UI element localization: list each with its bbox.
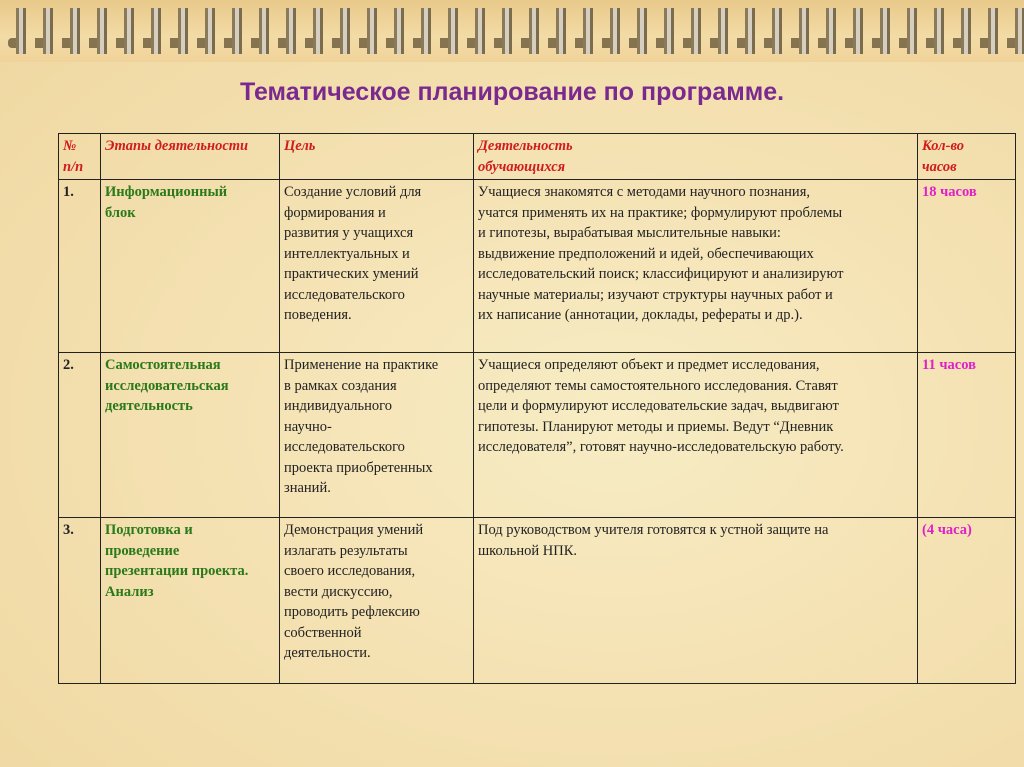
- row-activity: Учащиеся знакомятся с методами научного познания, учатся применять их на практике; формулируют проблемы и гипотезы, вырабатывая мыслительные навыки: выдвижение предположений и идей, обеспечивающих исследовательский поиск; классифицируют и анализируют научные материалы; изучают структуры научных работ и их написание (аннотации, доклады, рефераты и др.).: [474, 180, 918, 353]
- page-title: Тематическое планирование по программе.: [239, 78, 785, 106]
- header-number: № п/п: [59, 134, 101, 180]
- row-number: 2.: [59, 353, 101, 518]
- row-goal: Применение на практике в рамках создания индивидуального научно- исследовательского проекта приобретенных знаний.: [280, 353, 474, 518]
- row-hours: 11 часов: [918, 353, 1016, 518]
- header-stages: Этапы деятельности: [101, 134, 280, 180]
- row-number: 3.: [59, 518, 101, 684]
- table-header-row: [59, 134, 1016, 180]
- header-activity: Деятельность обучающихся: [474, 134, 918, 180]
- row-goal: Создание условий для формирования и развития у учащихся интеллектуальных и практических умений исследовательского поведения.: [280, 180, 474, 353]
- table-row: [59, 353, 1016, 518]
- table-row: [59, 180, 1016, 353]
- row-hours: 18 часов: [918, 180, 1016, 353]
- row-hours: (4 часа): [918, 518, 1016, 684]
- header-goal: Цель: [280, 134, 474, 180]
- row-stage: Самостоятельная исследовательская деятельность: [101, 353, 280, 518]
- row-goal: Демонстрация умений излагать результаты своего исследования, вести дискуссию, проводить рефлексию собственной деятельности.: [280, 518, 474, 684]
- row-activity: Под руководством учителя готовятся к устной защите на школьной НПК.: [474, 518, 918, 684]
- row-stage: Подготовка и проведение презентации проекта. Анализ: [101, 518, 280, 684]
- row-activity: Учащиеся определяют объект и предмет исследования, определяют темы самостоятельного исследования. Ставят цели и формулируют исследовательские задач, выдвигают гипотезы. Планируют методы и приемы. Ведут “Дневник исследователя”, готовят научно-исследовательскую работу.: [474, 353, 918, 518]
- planning-table: [58, 133, 1016, 684]
- table-row: [59, 518, 1016, 684]
- row-stage: Информационный блок: [101, 180, 280, 353]
- row-number: 1.: [59, 180, 101, 353]
- notebook-spiral-binding: [0, 0, 1024, 62]
- binding-holes: [8, 38, 1024, 48]
- header-hours: Кол-во часов: [918, 134, 1016, 180]
